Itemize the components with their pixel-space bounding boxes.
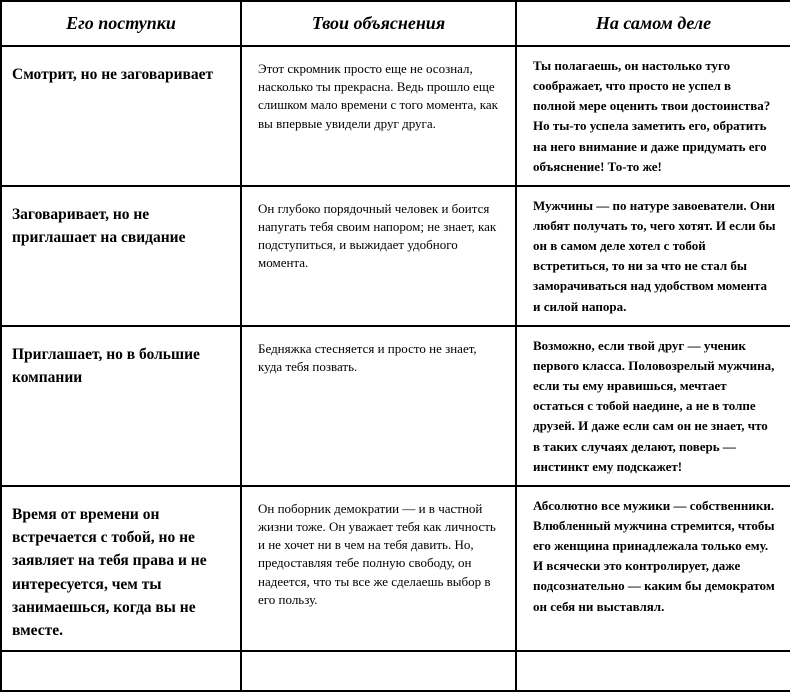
- header-your-explanations: Твои объяснения: [241, 1, 516, 46]
- reality-cell: Ты полагаешь, он настолько туго соображает, что просто не успел в полной мере оценить твои достоинства? Но ты-то успела заметить его, обратить на него внимание и даже придумать его объяснение! То-то же!: [516, 46, 790, 186]
- empty-cell: [516, 651, 790, 691]
- header-in-reality: На самом деле: [516, 1, 790, 46]
- action-cell: Смотрит, но не заговаривает: [1, 46, 241, 186]
- explanation-cell: Этот скромник просто еще не осознал, насколько ты прекрасна. Ведь прошло еще слишком мало времени с того момента, как вы впервые увидели друг друга.: [241, 46, 516, 186]
- table-row: [1, 486, 790, 652]
- header-his-actions: Его поступки: [1, 1, 241, 46]
- explanation-cell: Бедняжка стесняется и просто не знает, куда тебя позвать.: [241, 326, 516, 486]
- action-cell: Приглашает, но в большие компании: [1, 326, 241, 486]
- reality-cell: Возможно, если твой друг — ученик первого класса. Половозрелый мужчина, если ты ему нравишься, мечтает остаться с тобой наедине, а не в толпе друзей. И даже если сам он не знает, что в таких случаях делают, поверь — инстинкт ему подскажет!: [516, 326, 790, 486]
- explanation-cell: Он глубоко порядочный человек и боится напугать тебя своим напором; не знает, как подступиться, и выжидает удобного момента.: [241, 186, 516, 326]
- table-row: [1, 46, 790, 186]
- table-row: [1, 326, 790, 486]
- table-body: [1, 46, 790, 691]
- action-cell: Время от времени он встречается с тобой, но не заявляет на тебя права и не интересуется, чем ты занимаешься, когда вы не вместе.: [1, 486, 241, 652]
- reality-cell: Абсолютно все мужики — собственники. Влюбленный мужчина стремится, чтобы его женщина принадлежала только ему. И всячески это контролирует, даже подсознательно — каким бы демократом он себя ни выставлял.: [516, 486, 790, 652]
- explanation-cell: Он поборник демократии — и в частной жизни тоже. Он уважает тебя как личность и не хочет ни в чем на тебя давить. Но, предоставляя тебе полную свободу, он надеется, что ты все же сделаешь выбор в его пользу.: [241, 486, 516, 652]
- table-header: [1, 1, 790, 46]
- empty-cell: [1, 651, 241, 691]
- empty-cell: [241, 651, 516, 691]
- partial-row: [1, 651, 790, 691]
- action-cell: Заговаривает, но не приглашает на свидание: [1, 186, 241, 326]
- reality-cell: Мужчины — по натуре завоеватели. Они любят получать то, чего хотят. И если бы он в самом деле хотел с тобой встретиться, то ни за что не стал бы заморачиваться над удобством момента и силой напора.: [516, 186, 790, 326]
- table-row: [1, 186, 790, 326]
- header-row: [1, 1, 790, 46]
